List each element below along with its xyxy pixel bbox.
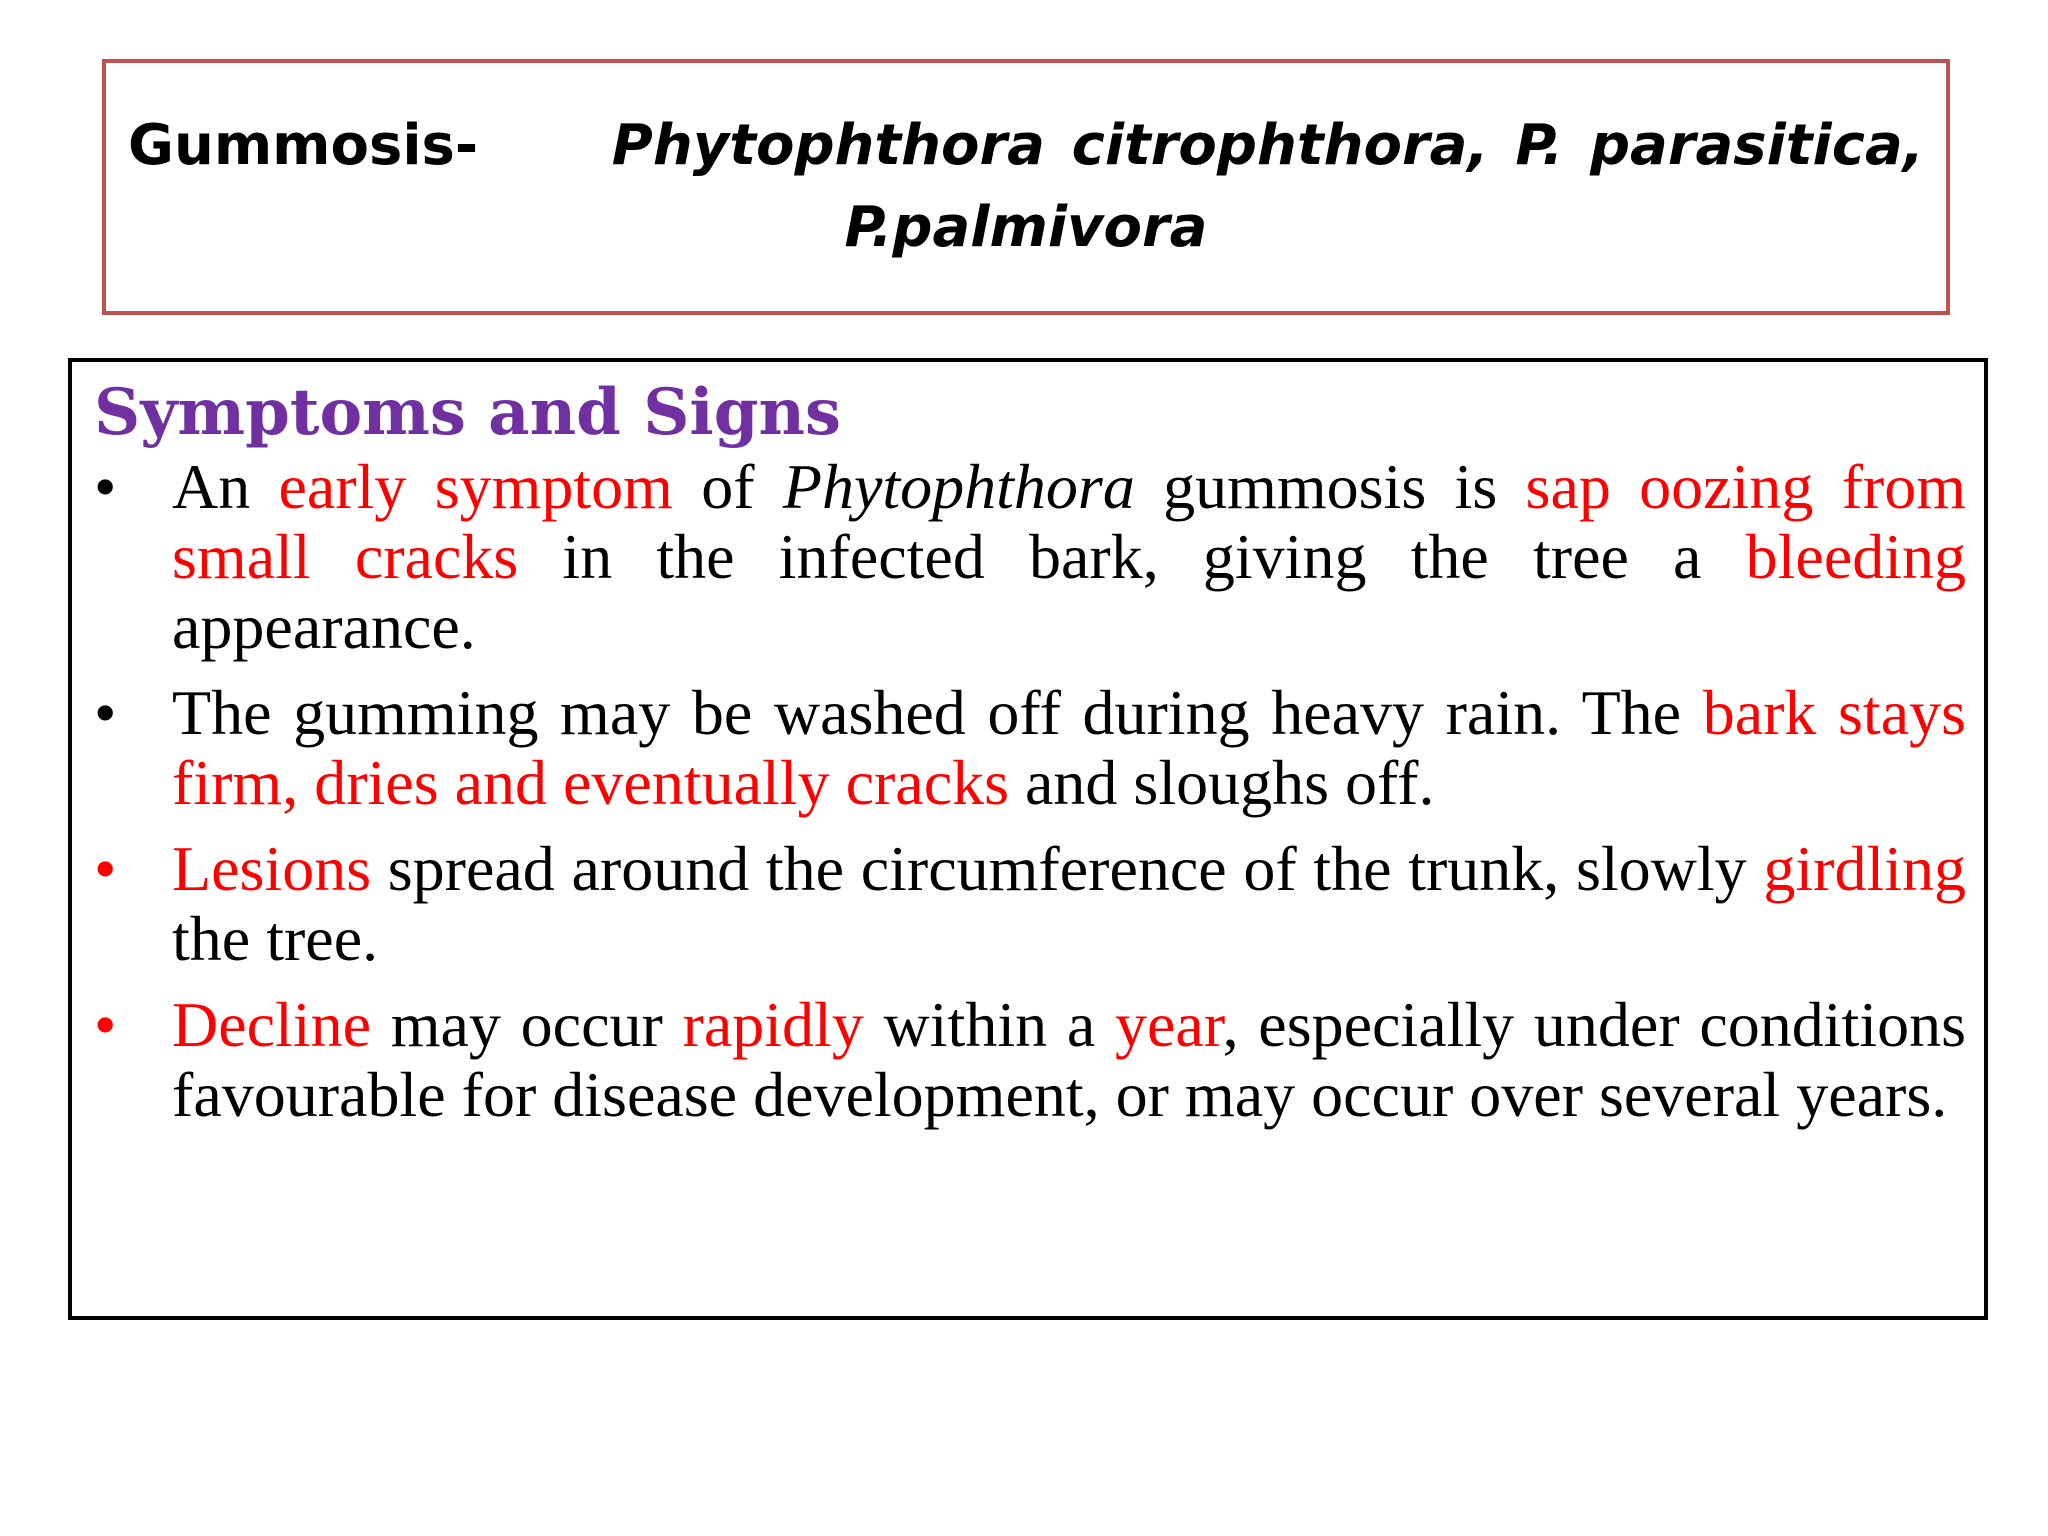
- bullet-text-segment: gummosis is: [1134, 451, 1526, 522]
- bullet-item: [94, 452, 1966, 662]
- bullet-text-segment: bark stays firm, dries and eventually cracks: [172, 677, 1967, 818]
- bullet-item: [94, 834, 1966, 974]
- bullet-list: [94, 452, 1966, 1146]
- slide-title: [128, 105, 1924, 269]
- bullet-text-segment: within a: [863, 989, 1115, 1060]
- title-species: Phytophthora citrophthora, P. parasitica, P.palmivora: [611, 113, 1925, 260]
- bullet-text-segment: in the infected bark, giving the tree a: [518, 521, 1746, 592]
- bullet-text-segment: girdling: [1763, 833, 1966, 904]
- section-heading: Symptoms and Signs: [94, 375, 842, 450]
- bullet-text-segment: sap oozing from small cracks: [172, 451, 1967, 592]
- bullet-text-segment: bleeding: [1745, 521, 1967, 592]
- bullet-text-segment: and sloughs off.: [1009, 747, 1435, 818]
- bullet-text-segment: may occur: [371, 989, 683, 1060]
- bullet-text-segment: early symptom: [278, 451, 673, 522]
- bullet-text-segment: the tree.: [172, 903, 379, 974]
- bullet-dot-icon: •: [94, 833, 117, 904]
- title-prefix: Gummosis-: [128, 113, 479, 178]
- bullet-text-segment: rapidly: [682, 989, 864, 1060]
- bullet-dot-icon: •: [94, 451, 117, 522]
- bullet-text-segment: of: [672, 451, 783, 522]
- bullet-text-segment: Phytophthora: [782, 451, 1135, 522]
- bullet-dot-icon: •: [94, 677, 117, 748]
- bullet-text-segment: An: [172, 451, 279, 522]
- bullet-text-segment: appearance.: [172, 591, 476, 662]
- bullet-text-segment: Decline: [172, 989, 371, 1060]
- bullet-item: [94, 990, 1966, 1130]
- bullet-dot-icon: •: [94, 989, 117, 1060]
- bullet-text-segment: Lesions: [172, 833, 372, 904]
- bullet-text-segment: year: [1115, 989, 1223, 1060]
- symptoms-box: [68, 358, 1988, 1320]
- bullet-item: [94, 678, 1966, 818]
- bullet-text-segment: , especially under conditions favourable for disease development, or may occur over several years.: [172, 989, 1967, 1130]
- bullet-text-segment: spread around the circumference of the trunk, slowly: [371, 833, 1764, 904]
- bullet-text-segment: The gumming may be washed off during heavy rain. The: [172, 677, 1703, 748]
- title-box: [102, 59, 1950, 315]
